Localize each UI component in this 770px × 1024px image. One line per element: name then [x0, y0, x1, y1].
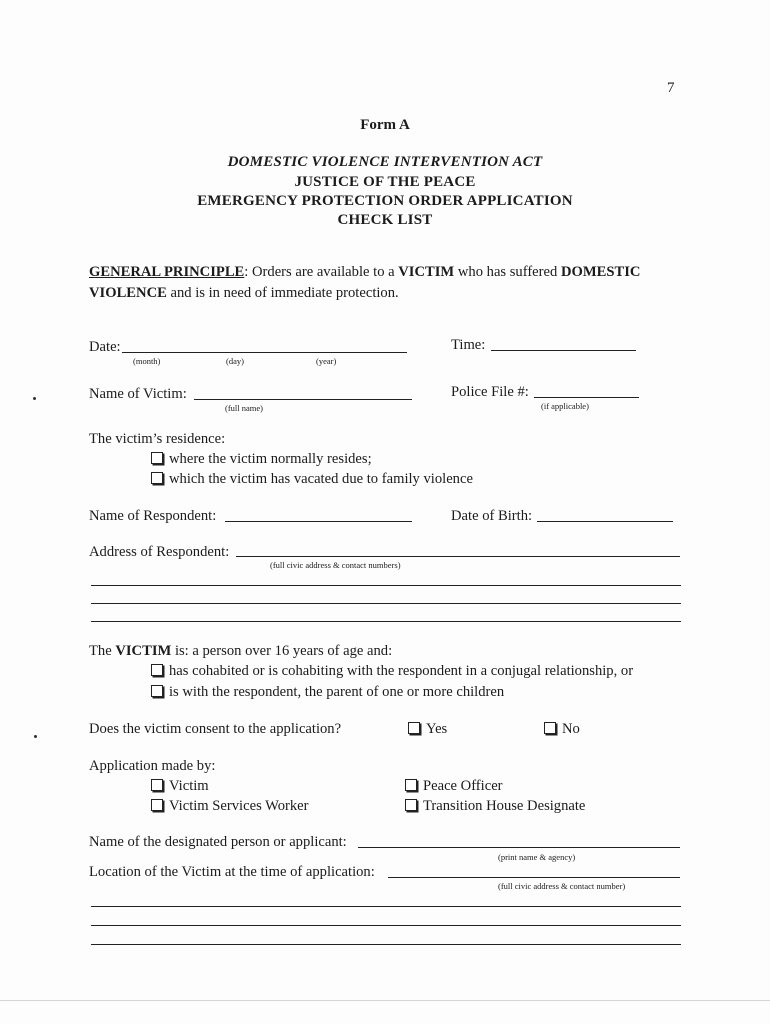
designated-field[interactable] — [358, 847, 680, 848]
designated-hint: (print name & agency) — [498, 852, 576, 862]
checklist-title: CHECK LIST — [337, 212, 433, 228]
location-line-4[interactable] — [91, 944, 681, 945]
consent-question: Does the victim consent to the application? — [89, 721, 342, 737]
location-line-2[interactable] — [91, 906, 681, 907]
application-label: Application made by: — [89, 758, 216, 774]
location-line-3[interactable] — [91, 925, 681, 926]
location-label: Location of the Victim at the time of application: — [89, 864, 375, 880]
dob-field[interactable] — [537, 521, 673, 522]
respondent-name-label: Name of Respondent: — [89, 508, 217, 524]
consent-yes-checkbox[interactable] — [408, 722, 420, 734]
residence-option-normal: where the victim normally resides; — [151, 451, 372, 468]
location-field[interactable] — [388, 877, 680, 878]
general-principle-label: GENERAL PRINCIPLE — [89, 264, 245, 280]
residence-normal-checkbox[interactable] — [151, 452, 163, 464]
consent-no-checkbox[interactable] — [544, 722, 556, 734]
applicant-transition-house-checkbox[interactable] — [405, 799, 417, 811]
applicant-peace-officer-checkbox[interactable] — [405, 779, 417, 791]
applicant-victim-services: Victim Services Worker — [151, 798, 309, 815]
address-line-2[interactable] — [91, 585, 681, 586]
respondent-address-label: Address of Respondent: — [89, 544, 230, 560]
full-name-hint: (full name) — [225, 403, 263, 413]
scan-dot — [34, 735, 37, 738]
date-label: Date: — [89, 339, 121, 355]
form-label: Form A — [360, 117, 410, 133]
application-title: EMERGENCY PROTECTION ORDER APPLICATION — [197, 193, 573, 209]
police-file-label: Police File #: — [451, 384, 529, 400]
residence-label: The victim’s residence: — [89, 431, 226, 447]
act-title: DOMESTIC VIOLENCE INTERVENTION ACT — [227, 154, 543, 170]
victim-name-field[interactable] — [194, 399, 412, 400]
applicant-victim-checkbox[interactable] — [151, 779, 163, 791]
residence-option-vacated: which the victim has vacated due to family violence — [151, 471, 473, 488]
dob-label: Date of Birth: — [451, 508, 533, 524]
general-principle-line1: GENERAL PRINCIPLE: Orders are available to a VICTIM who has suffered DOMESTIC — [89, 264, 641, 280]
applicant-transition-house: Transition House Designate — [405, 798, 585, 815]
general-principle-line2: VIOLENCE and is in need of immediate protection. — [89, 285, 399, 301]
parent-checkbox[interactable] — [151, 685, 163, 697]
address-line-3[interactable] — [91, 603, 681, 604]
page-bottom-edge — [0, 1000, 770, 1001]
victim-option-parent: is with the respondent, the parent of one or more children — [151, 684, 504, 701]
year-hint: (year) — [316, 356, 337, 366]
cohabited-checkbox[interactable] — [151, 664, 163, 676]
court-title: JUSTICE OF THE PEACE — [294, 174, 476, 190]
victim-option-cohabited: has cohabited or is cohabiting with the respondent in a conjugal relationship, or — [151, 663, 633, 680]
date-field[interactable] — [122, 352, 407, 353]
page-number: 7 — [667, 80, 675, 96]
applicant-victim-services-checkbox[interactable] — [151, 799, 163, 811]
applicant-peace-officer: Peace Officer — [405, 778, 503, 795]
applicant-victim: Victim — [151, 778, 209, 795]
time-field[interactable] — [491, 350, 636, 351]
police-file-field[interactable] — [534, 397, 639, 398]
location-hint: (full civic address & contact number) — [498, 881, 626, 891]
designated-label: Name of the designated person or applicant: — [89, 834, 347, 850]
consent-yes: Yes — [408, 721, 447, 738]
civic-address-hint: (full civic address & contact numbers) — [270, 560, 401, 570]
residence-vacated-checkbox[interactable] — [151, 472, 163, 484]
month-hint: (month) — [133, 356, 161, 366]
victim-name-label: Name of Victim: — [89, 386, 187, 402]
consent-no: No — [544, 721, 580, 738]
respondent-name-field[interactable] — [225, 521, 412, 522]
victim-definition: The VICTIM is: a person over 16 years of age and: — [89, 643, 393, 659]
scan-dot — [33, 397, 36, 400]
time-label: Time: — [451, 337, 486, 353]
address-line-4[interactable] — [91, 621, 681, 622]
day-hint: (day) — [226, 356, 244, 366]
respondent-address-field[interactable] — [236, 556, 680, 557]
if-applicable-hint: (if applicable) — [541, 401, 589, 411]
